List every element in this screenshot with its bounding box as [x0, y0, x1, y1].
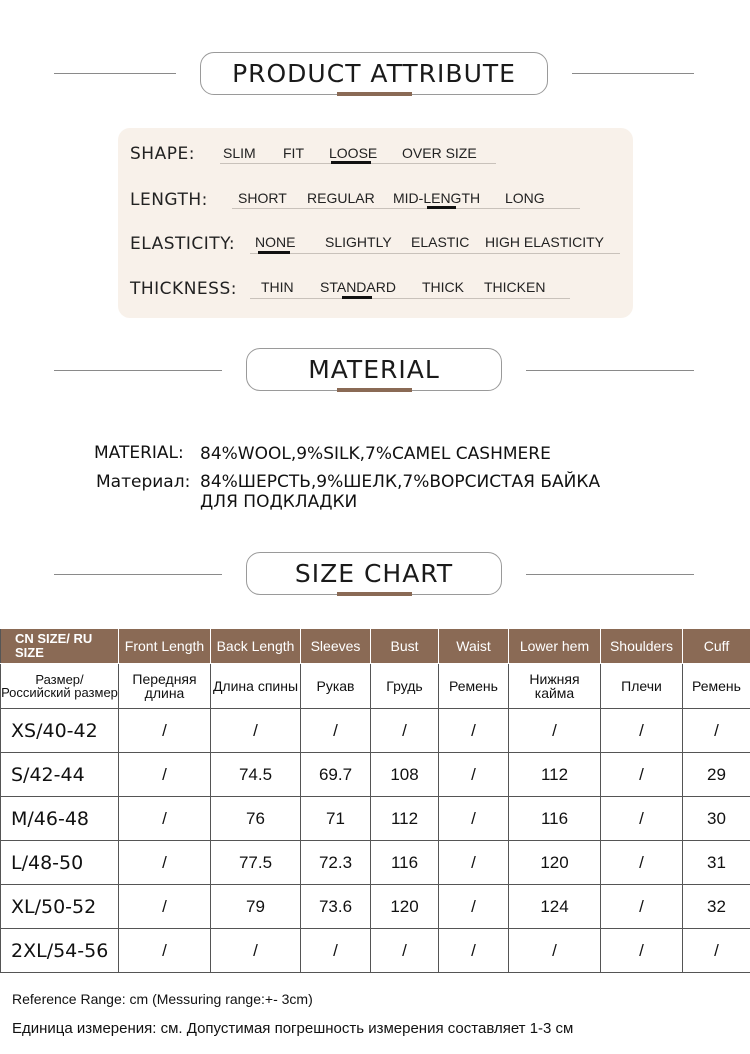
- reference-range-note: Reference Range: cm (Messuring range:+- 3cm): [12, 991, 313, 1007]
- attr-option: SHORT: [238, 190, 287, 206]
- material-en-value: 84%WOOL,9%SILK,7%CAMEL CASHMERE: [200, 444, 551, 464]
- measurement-cell: /: [119, 797, 211, 841]
- table-row: [1, 797, 750, 841]
- measurement-cell: /: [119, 885, 211, 929]
- col-header-back-length: Back Length: [211, 629, 301, 664]
- size-label-cell: XL/50-52: [1, 885, 119, 929]
- col-header-waist: Waist: [439, 629, 509, 664]
- measurement-cell: 124: [509, 885, 601, 929]
- size-header-ru-row: [1, 664, 750, 709]
- measurement-cell: /: [601, 797, 683, 841]
- attr-row-line: [232, 208, 580, 209]
- measurement-cell: /: [509, 929, 601, 973]
- size-chart-section-title: SIZE CHART: [246, 552, 502, 595]
- material-ru-label: Материал:: [96, 472, 191, 492]
- table-row: [1, 753, 750, 797]
- measurement-cell: 108: [371, 753, 439, 797]
- size-label-cell: S/42-44: [1, 753, 119, 797]
- attr-row-line: [250, 298, 570, 299]
- size-label-cell: L/48-50: [1, 841, 119, 885]
- table-row: [1, 929, 750, 973]
- size-label-cell: XS/40-42: [1, 709, 119, 753]
- material-ru-value: 84%ШЕРСТЬ,9%ШЕЛК,7%ВОРСИСТАЯ БАЙКА: [200, 472, 601, 492]
- measurement-cell: /: [683, 709, 750, 753]
- measurement-cell: /: [439, 753, 509, 797]
- size-title-underline: [337, 592, 412, 596]
- table-row: [1, 709, 750, 753]
- measurement-cell: /: [509, 709, 601, 753]
- material-en-label: MATERIAL:: [94, 443, 184, 463]
- attr-option: THICK: [422, 279, 464, 295]
- attr-option: REGULAR: [307, 190, 375, 206]
- attr-option: HIGH ELASTICITY: [485, 234, 605, 250]
- measurement-cell: 120: [371, 885, 439, 929]
- col-header-bust: Bust: [371, 629, 439, 664]
- col-header-front-length: Front Length: [119, 629, 211, 664]
- attr-option: SLIGHTLY: [325, 234, 392, 250]
- measurement-cell: 71: [301, 797, 371, 841]
- attr-option: THICKEN: [484, 279, 546, 295]
- material-divider-right: [526, 370, 694, 371]
- size-label-cell: 2XL/54-56: [1, 929, 119, 973]
- table-row: [1, 885, 750, 929]
- attribute-title-underline: [337, 92, 412, 96]
- measurement-cell: /: [601, 753, 683, 797]
- col-header-ru: Нижняя кайма: [509, 664, 601, 709]
- col-header-ru: Размер/ Российский размер: [1, 664, 119, 709]
- measurement-cell: 72.3: [301, 841, 371, 885]
- measurement-cell: 73.6: [301, 885, 371, 929]
- measurement-cell: /: [211, 709, 301, 753]
- attr-option: LONG: [505, 190, 545, 206]
- material-section-title: MATERIAL: [246, 348, 502, 391]
- measurement-cell: /: [439, 885, 509, 929]
- material-title-underline: [337, 388, 412, 392]
- attribute-divider-right: [572, 73, 694, 74]
- attr-option: NONE: [255, 234, 296, 250]
- measurement-cell: 116: [509, 797, 601, 841]
- measurement-cell: /: [119, 929, 211, 973]
- measurement-cell: 29: [683, 753, 750, 797]
- size-label-cell: M/46-48: [1, 797, 119, 841]
- attr-option: LOOSE: [329, 145, 378, 161]
- attr-label-elasticity: ELASTICITY:: [130, 234, 236, 254]
- measurement-cell: 79: [211, 885, 301, 929]
- col-header-ru: Ремень: [439, 664, 509, 709]
- attr-selected-marker: [342, 296, 372, 299]
- measurement-cell: 112: [509, 753, 601, 797]
- attr-label-length: LENGTH:: [130, 190, 208, 210]
- measurement-cell: /: [119, 709, 211, 753]
- measurement-cell: 31: [683, 841, 750, 885]
- size-header-en-row: [1, 629, 750, 664]
- material-divider-left: [54, 370, 222, 371]
- size-divider-left: [54, 574, 222, 575]
- col-header-ru: Плечи: [601, 664, 683, 709]
- attr-row-line: [250, 253, 620, 254]
- measurement-cell: 116: [371, 841, 439, 885]
- measurement-cell: /: [683, 929, 750, 973]
- attribute-section-title: PRODUCT ATTRIBUTE: [200, 52, 548, 95]
- col-header-ru: Ремень: [683, 664, 750, 709]
- col-header-sleeves: Sleeves: [301, 629, 371, 664]
- measurement-cell: /: [601, 841, 683, 885]
- measurement-cell: /: [211, 929, 301, 973]
- measurement-cell: /: [601, 885, 683, 929]
- col-header-cuff: Cuff: [683, 629, 750, 664]
- measurement-cell: /: [301, 709, 371, 753]
- measurement-cell: 32: [683, 885, 750, 929]
- measurement-cell: /: [601, 709, 683, 753]
- measurement-cell: 76: [211, 797, 301, 841]
- measurement-cell: /: [439, 841, 509, 885]
- attr-option: SLIM: [223, 145, 256, 161]
- col-header-ru: Длина спины: [211, 664, 301, 709]
- measurement-cell: /: [371, 929, 439, 973]
- measurement-cell: /: [601, 929, 683, 973]
- attr-option: ELASTIC: [411, 234, 470, 250]
- measurement-cell: 30: [683, 797, 750, 841]
- measurement-cell: 74.5: [211, 753, 301, 797]
- measurement-cell: /: [119, 753, 211, 797]
- measurement-cell: 112: [371, 797, 439, 841]
- col-header-ru: Передняя длина: [119, 664, 211, 709]
- attr-option: MID-LENGTH: [393, 190, 481, 206]
- col-header-shoulders: Shoulders: [601, 629, 683, 664]
- attr-selected-marker: [258, 251, 290, 254]
- attr-option: STANDARD: [320, 279, 396, 295]
- attr-label-thickness: THICKNESS:: [130, 279, 237, 299]
- attribute-divider-left: [54, 73, 176, 74]
- attr-selected-marker: [331, 161, 371, 164]
- size-divider-right: [526, 574, 694, 575]
- col-header-ru: Грудь: [371, 664, 439, 709]
- measurement-cell: 69.7: [301, 753, 371, 797]
- measurement-cell: /: [371, 709, 439, 753]
- col-header-size: CN SIZE/ RU SIZE: [1, 629, 119, 664]
- measurement-cell: /: [119, 841, 211, 885]
- attr-option: THIN: [261, 279, 294, 295]
- measurement-cell: 120: [509, 841, 601, 885]
- size-chart-table: [0, 628, 750, 973]
- measurement-cell: /: [439, 929, 509, 973]
- measurement-cell: /: [439, 709, 509, 753]
- measurement-cell: /: [439, 797, 509, 841]
- col-header-ru: Рукав: [301, 664, 371, 709]
- attr-selected-marker: [427, 206, 456, 209]
- table-row: [1, 841, 750, 885]
- measurement-cell: 77.5: [211, 841, 301, 885]
- attr-label-shape: SHAPE:: [130, 144, 195, 164]
- material-ru-value-cont: ДЛЯ ПОДКЛАДКИ: [200, 492, 358, 512]
- reference-range-note-ru: Единица измерения: см. Допустимая погрешность измерения составляет 1-3 см: [12, 1020, 574, 1037]
- attr-option: FIT: [283, 145, 304, 161]
- measurement-cell: /: [301, 929, 371, 973]
- attr-option: OVER SIZE: [402, 145, 477, 161]
- col-header-lower-hem: Lower hem: [509, 629, 601, 664]
